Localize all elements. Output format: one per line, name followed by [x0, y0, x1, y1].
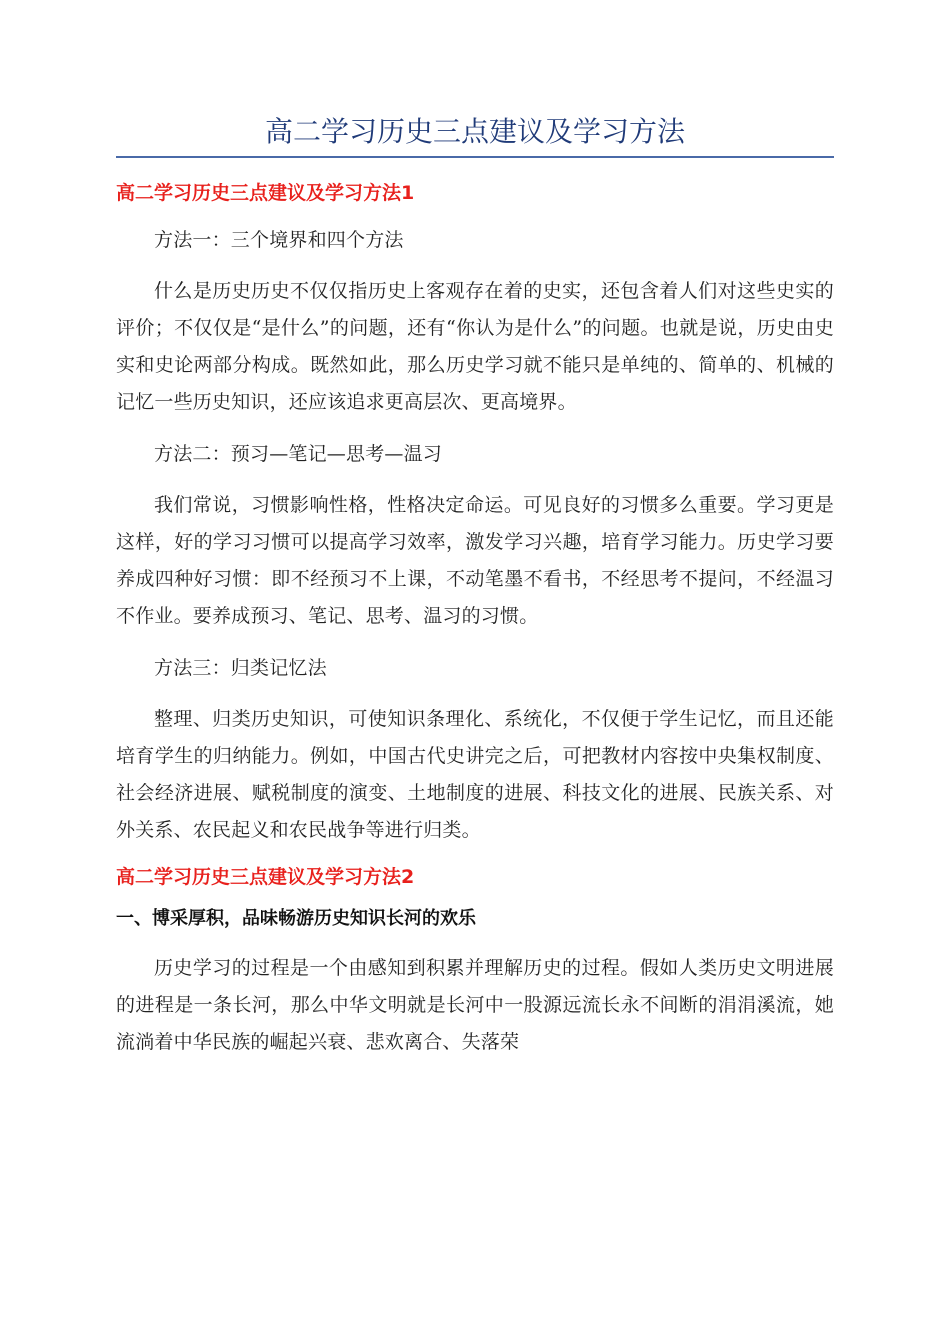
method-3-title: 方法三：归类记忆法	[154, 657, 327, 679]
document-title: 高二学习历史三点建议及学习方法	[264, 115, 685, 148]
method-1-body: 什么是历史历史不仅仅指历史上客观存在着的史实，还包含着人们对这些史实的评价；不仅仅是“是什么”的问题，还有“你认为是什么”的问题。也就是说，历史由史实和史论两部分构成。既然如此，那么历史学习就不能只是单纯的、简单的、机械的记忆一些历史知识，还应该追求更高层次、更高境界。	[116, 280, 834, 413]
method-1-title: 方法一：三个境界和四个方法	[154, 229, 404, 251]
method-3-body: 整理、归类历史知识，可使知识条理化、系统化，不仅便于学生记忆，而且还能培育学生的归纳能力。例如，中国古代史讲完之后，可把教材内容按中央集权制度、社会经济进展、赋税制度的演变、土地制度的进展、科技文化的进展、民族关系、对外关系、农民起义和农民战争等进行归类。	[116, 708, 834, 841]
section-2-subheading: 一、博采厚积，品味畅游历史知识长河的欢乐	[116, 908, 476, 929]
title-underline	[116, 156, 834, 158]
document-page	[116, 112, 834, 1076]
section-2-heading: 高二学习历史三点建议及学习方法2	[116, 866, 415, 888]
method-2-body: 我们常说，习惯影响性格，性格决定命运。可见良好的习惯多么重要。学习更是这样，好的学习习惯可以提高学习效率，激发学习兴趣，培育学习能力。历史学习要养成四种好习惯：即不经预习不上课，不动笔墨不看书，不经思考不提问，不经温习不作业。要养成预习、笔记、思考、温习的习惯。	[116, 494, 834, 627]
method-2-title: 方法二：预习—笔记—思考—温习	[154, 443, 443, 465]
section-2-body: 历史学习的过程是一个由感知到积累并理解历史的过程。假如人类历史文明进展的进程是一条长河，那么中华文明就是长河中一股源远流长永不间断的涓涓溪流，她流淌着中华民族的崛起兴衰、悲欢离合、失落荣	[116, 957, 834, 1053]
section-1-heading: 高二学习历史三点建议及学习方法1	[116, 182, 415, 204]
